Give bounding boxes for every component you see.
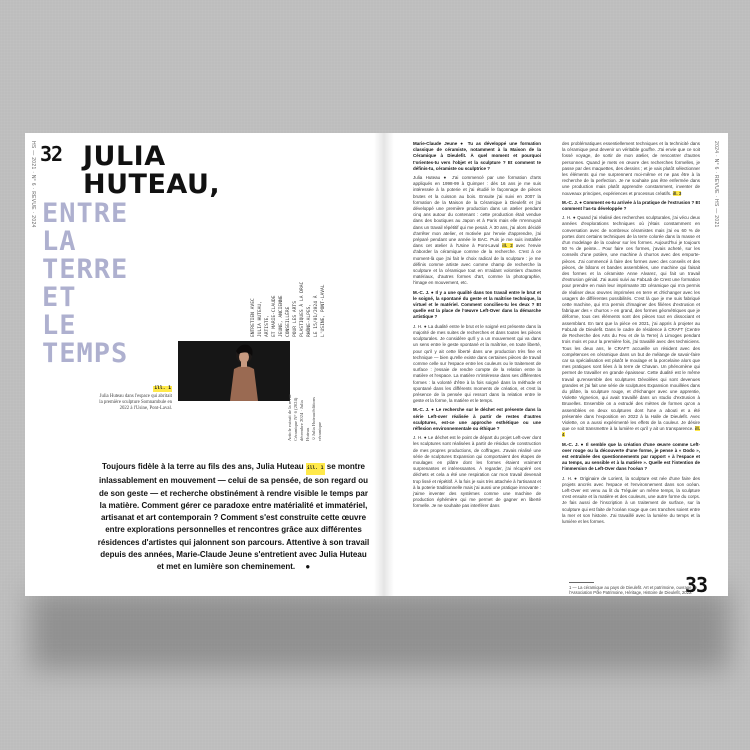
answer: Julia Huteau ● J'ai commencé par une formation d'arts appliqués en 1998-99 à Quimper : dès 16 ans je me suis intéressée à la poterie et j'ai étudié le façonnage de pièces brutes et la cuisson au bois. Ensuite j'ai suivi en 2007 la formation de la Maison de la Céramique à Dieulefit et j'ai développé une première production dans un atelier pendant cinq ans autour du contenant : cette production était vendue dans des boutiques au Japon et à Paris mais elle m'ennuyait dans un travail répétitif qui me pesait. À 30 ans, j'ai alors décidé d'arrêter mon atelier, et motivée par l'envie d'apprendre, j'ai préparé pendant une année le BAC. Puis je me suis installée dans cet atelier à l'Usine à Pont-Laval ill. 2 avec l'envie d'aborder la céramique comme de la recherche. C'est à ce moment-là que j'ai fait le choix radical de la sculpture : je me définis comme artiste avec comme champ de recherche la sculpture et la céramique tout en m'aidant volontiers d'autres matériaux, d'autres formes d'art, comme la photographie, l'image en mouvement, etc. (413, 175, 541, 286)
spread-gutter (374, 133, 394, 596)
question: M.-C. J. ● Le recherche sur le déchet est présente dans la série Left-over réalisée à partir de restes d'autres sculptures, est-ce une approche esthétique ou une réflexion environnementale ou éthique ? (413, 407, 541, 431)
subtitle-line-3: TERRE (42, 254, 129, 285)
question: M.-C. J. ● Il semble que la création d'une œuvre comme Left-over rouge ou la découverte d'une forme, je pense à « Dodo », est entraînée des questionnements par rapport « à l'espace et au temps, au sensible et à la matière ». Quelle est l'intention de l'immersion de Left-Over dans l'océan ? (562, 441, 700, 472)
intro-figure-badge: ill. 1 (306, 463, 325, 475)
answer: J. H. ● La dualité entre le brut et le soigné est présente dans la majorité de mes suites de recherches et dans toutes les pièces sculpturales. Je considère qu'il y a un mouvement qui va dans un sens entre le geste spontané et la maîtrise, en toute liberté, pour qu'il y ait cette liberté dans une production très fine et technique — bien qu'elle existe dans certaines pièces de travail comme celle sur l'espace entre les couleurs ou le traitement de surface : j'essaie de rendre compte de la relation entre la matière et l'espace. La matière m'intéresse dans ses différentes formes : la volonté d'être à la fois soigné dans la méthode et spontané dans les différents moments de création, et c'est la présence de la pensée qui ressort dans la relation entre le geste et la forme, la matière et le temps. (413, 323, 541, 404)
artist-portrait-image (178, 341, 290, 401)
credits-line: ENTRETIEN AVEC (251, 298, 256, 337)
right-folio: 2024 · N° 6 · REVUE · HS — 2021 (713, 141, 719, 228)
right-page-number: 33 (685, 573, 708, 596)
intro-text-rest: se montre inlassablement en mouvement — celui de sa pensée, de son regard ou de son geste — et recherche obstinément à rendre visible le temps par la matière. Comment gérer ce paradoxe entre matérialité et immatériel, artisanat et art contemporain ? Comment s'est construite cette œuvre entre explorations personnelles et rencontres grâce aux différentes résidences d'artistes qui jalonnent son parcours. Attentive à son travail depuis des années, Marie-Claude Jeune s'entretient avec Julia Huteau et met en lumière son cheminement. (97, 462, 370, 572)
article-column-2 (562, 141, 700, 528)
answer: J. H. ● Quand j'ai réalisé des recherches sculpturales, j'ai vécu deux années d'explorations techniques où j'étais constamment en conversation avec de nombreux céramistes mais j'ai eu 60 % de portes dont certains techniques de la terre colorée dans la masse et d'un modelage de la couleur sur les formes. Aujourd'hui je toujours 50 % de peinte... Pour faire ces formes, j'avais acheté, sur les conseils d'une potière, une machine à churros avec des emporte-pièces. J'ai commencé à faire des formes avec des conseils et des pièces, de bâtons et bandes assemblées, une machine qui faisait des formes et la céramiste Anne Alvarez, qui fait un travail d'extrusion génial. J'ai aussi suivi au FabLab de Crest une formation pour prendre en main leur imprimante 3D céramique qui m'a permis de réaliser deux œuvres imprimées en terre et d'échanger avec les usagers de différentes possibilités. C'est là que je me suis fabriqué cette machine, qui m'a permis d'imaginer des filières d'extrusion et fabriquer des « churros » en grand, des formes géométriques que je déforme, tous ces éléments sont des pièces tout en dissociant et assemblant. En tant que la pièce en 2021, j'ai appris à projeter au FabLab de Dieulefit. Dans le cadre de résidence à CRAFT (Centre de Recherche des Arts du Feu et de la Terre) à Limoges pendant trois mois et pour la première fois, j'ai travaillé avec des techniciens. Tous les deux ans, le CRAFT accueille un résident avec des compétences en céramique dans un but de mélange de savoir-faire car sa spécialisation est plutôt le moulage et la porcelaine alors que mes pratiques sont liées à la terre de Chavan. Un phénomène qui permet de travailler en grande épaisseur. Cette dualité est le même travail qu'ensemble des sculptures Dévoilées qui sont devenues grandes et j'ai fait une série de sculptures Expansion mouillées dans du plâtre, la sculpture rouge, et d'échanger avec une apprentie, Violette Vignerion, qui avait travaillé dans un studio d'extrusion à Bruxelles. Ensemble on a extrudé des mètres de formes qu'on a assemblées en deux sculptures dont l'une a abouti et a été présentée dans l'exposition en 2022 à la Halle de Dieulefit. Avec Violette, on a aussi expérimenté les effets de la couleur. Je désire que ce soit transmettre à la lumière et qu'il y ait un transparence. ill. 4 (562, 215, 700, 438)
subtitle-line-4: ET (42, 282, 77, 313)
credits-line: LE 15/01/2024 À L'USINE, PONT-LAVAL (314, 284, 326, 337)
note-line: Article extrait de la revue (287, 394, 292, 441)
footnote: 1 — La céramique au pays de Dieulefit. Art et patrimoine, ouvrage de l'Association Pôle Patrimoine, Héritage, Histoire de Dieulefit, 2022. (569, 585, 698, 596)
subtitle-line-5: LE (42, 310, 77, 341)
credits-line: JULIA HUTEAU, ARTISTE, (258, 301, 270, 337)
note-line: Céramique N° 6 (2024) (293, 397, 298, 441)
article-column-1 (413, 141, 541, 513)
magazine-spread (25, 133, 728, 596)
end-mark: ● (305, 562, 311, 572)
interview-credits (250, 279, 324, 337)
note-line: ©Julia Huteau/éditions céramique (311, 397, 322, 441)
photo-caption (97, 386, 172, 412)
figure-badge: ill. 1 (154, 386, 171, 391)
subtitle-line-1: ENTRE (42, 198, 129, 229)
article-subtitle (42, 200, 128, 368)
title-line-2: HUTEAU, (83, 169, 221, 200)
left-folio: HS — 2021 · N° 6 · REVUE · 2024 (30, 141, 36, 228)
credits-line: ET MARIE-CLAUDE JEUNE, ANCIENNE CONSEILLÈRE (272, 295, 291, 337)
answer: J. H. ● Le déchet est le point de départ du projet Left-over dont les sculptures sont réalisées à partir de résidus de construction de mes propres productions, de coffrages. J'avais réalisé une série de sculptures Expansion qui comportaient des étapes de moulages en plâtre dont les formes étaient vraiment surprenantes et intéressantes. À regarder, j'ai récupéré ces déchets et cela a été une respiration car mon travail devenait trop lissé et répétitif. À la fois je suis très attachée à l'artisanat et à la poterie traditionnelle mais j'ai aussi une pratique innovante : j'aime inventer des systèmes comme une machine de production éphémère qui me permet de gagner en liberté formelle. Je ne souhaite pas interférer dans (413, 435, 541, 509)
subtitle-line-2: LA (42, 226, 77, 257)
footnote-rule (569, 582, 594, 583)
note-line: décembre 2024 · Julia Huteau (299, 400, 310, 441)
article-note (287, 387, 322, 441)
article-title (83, 143, 220, 199)
artist-photo (178, 341, 290, 401)
question: Marie-Claude Jeune ● Tu as développé une formation classique de céramiste, notamment à la Maison de la Céramique à Dieulefit. À quel moment et pourquoi t'orientes-tu vers l'objet et la sculpture ? Et comment te définis-tu, céramiste ou sculptrice ? (413, 141, 541, 171)
figure-badge: ill. 2 (502, 243, 513, 249)
question: M.-C. J. ● Comment es-tu arrivée à la pratique de l'extrusion ? Et comment l'as-tu développée ? (562, 199, 700, 212)
title-line-1: JULIA (83, 141, 166, 172)
figure-badge: ill. 3 (672, 190, 682, 196)
subtitle-line-6: TEMPS (42, 338, 129, 369)
caption-text: Julia Huteau dans l'espace qui abritait la première sculpture Somnambule en 2022 à l'Usine, Pont-Laval. (99, 394, 172, 411)
figure-badge: ill. 4 (562, 426, 700, 438)
page-shadow (30, 590, 730, 670)
credits-line: POUR LES ARTS PLASTIQUES À LA DRAC RHÔNE-ALPES, (293, 281, 312, 337)
answer: J. H. ● Originaire de Lorient, la sculpture est née d'une faire des projets ancrés avec l'espace et l'environnement dans son océan. Left-Over est venu au lit du Tréguier un même temps, la sculpture s'est ensuite et la matière et des couleurs, une autre forme du corps. Je fais aussi de l'inscription à un traitement de surface, sur la sculpture qui est faite de l'océan rouge que ces tranches soient entre la mer et son histoire. J'ai travaillé avec la lumière du temps et la lumière et les formes. (562, 475, 700, 524)
article-intro (97, 461, 370, 574)
question: M.-C. J. ● Il y a une qualité dans ton travail entre le brut et le soigné, la spontané du geste et la maîtrise technique, la virtuel et le matériel. Comment concilies-tu les deux ? Et quelle est la place de l'œuvre Left-Over dans la démarche artistique ? (413, 289, 541, 320)
answer: des problématiques essentiellement techniques et la technicité dans la céramique peut devenir un véritable gouffre. J'ai envie que ce soit fossé voyage, de sortir de mon atelier, de rencontrer d'autres personnes. Quand je mets en œuvre des recherches formelles, je passe par des maquettes, des dessins ; et je vais plutôt sélectionner les éléments qui me surprennent moi-même et ne pas être à la recherche de la perfection. Je ne souhaite pas être enfermée dans une production mais plutôt apprendre constamment, inventer de nouveaux principes, expériences et processus créatifs. ill. 3 (562, 141, 700, 196)
left-page-number: 32 (40, 142, 63, 166)
intro-text-start: Toujours fidèle à la terre au fils des ans, Julia Huteau (102, 462, 304, 471)
